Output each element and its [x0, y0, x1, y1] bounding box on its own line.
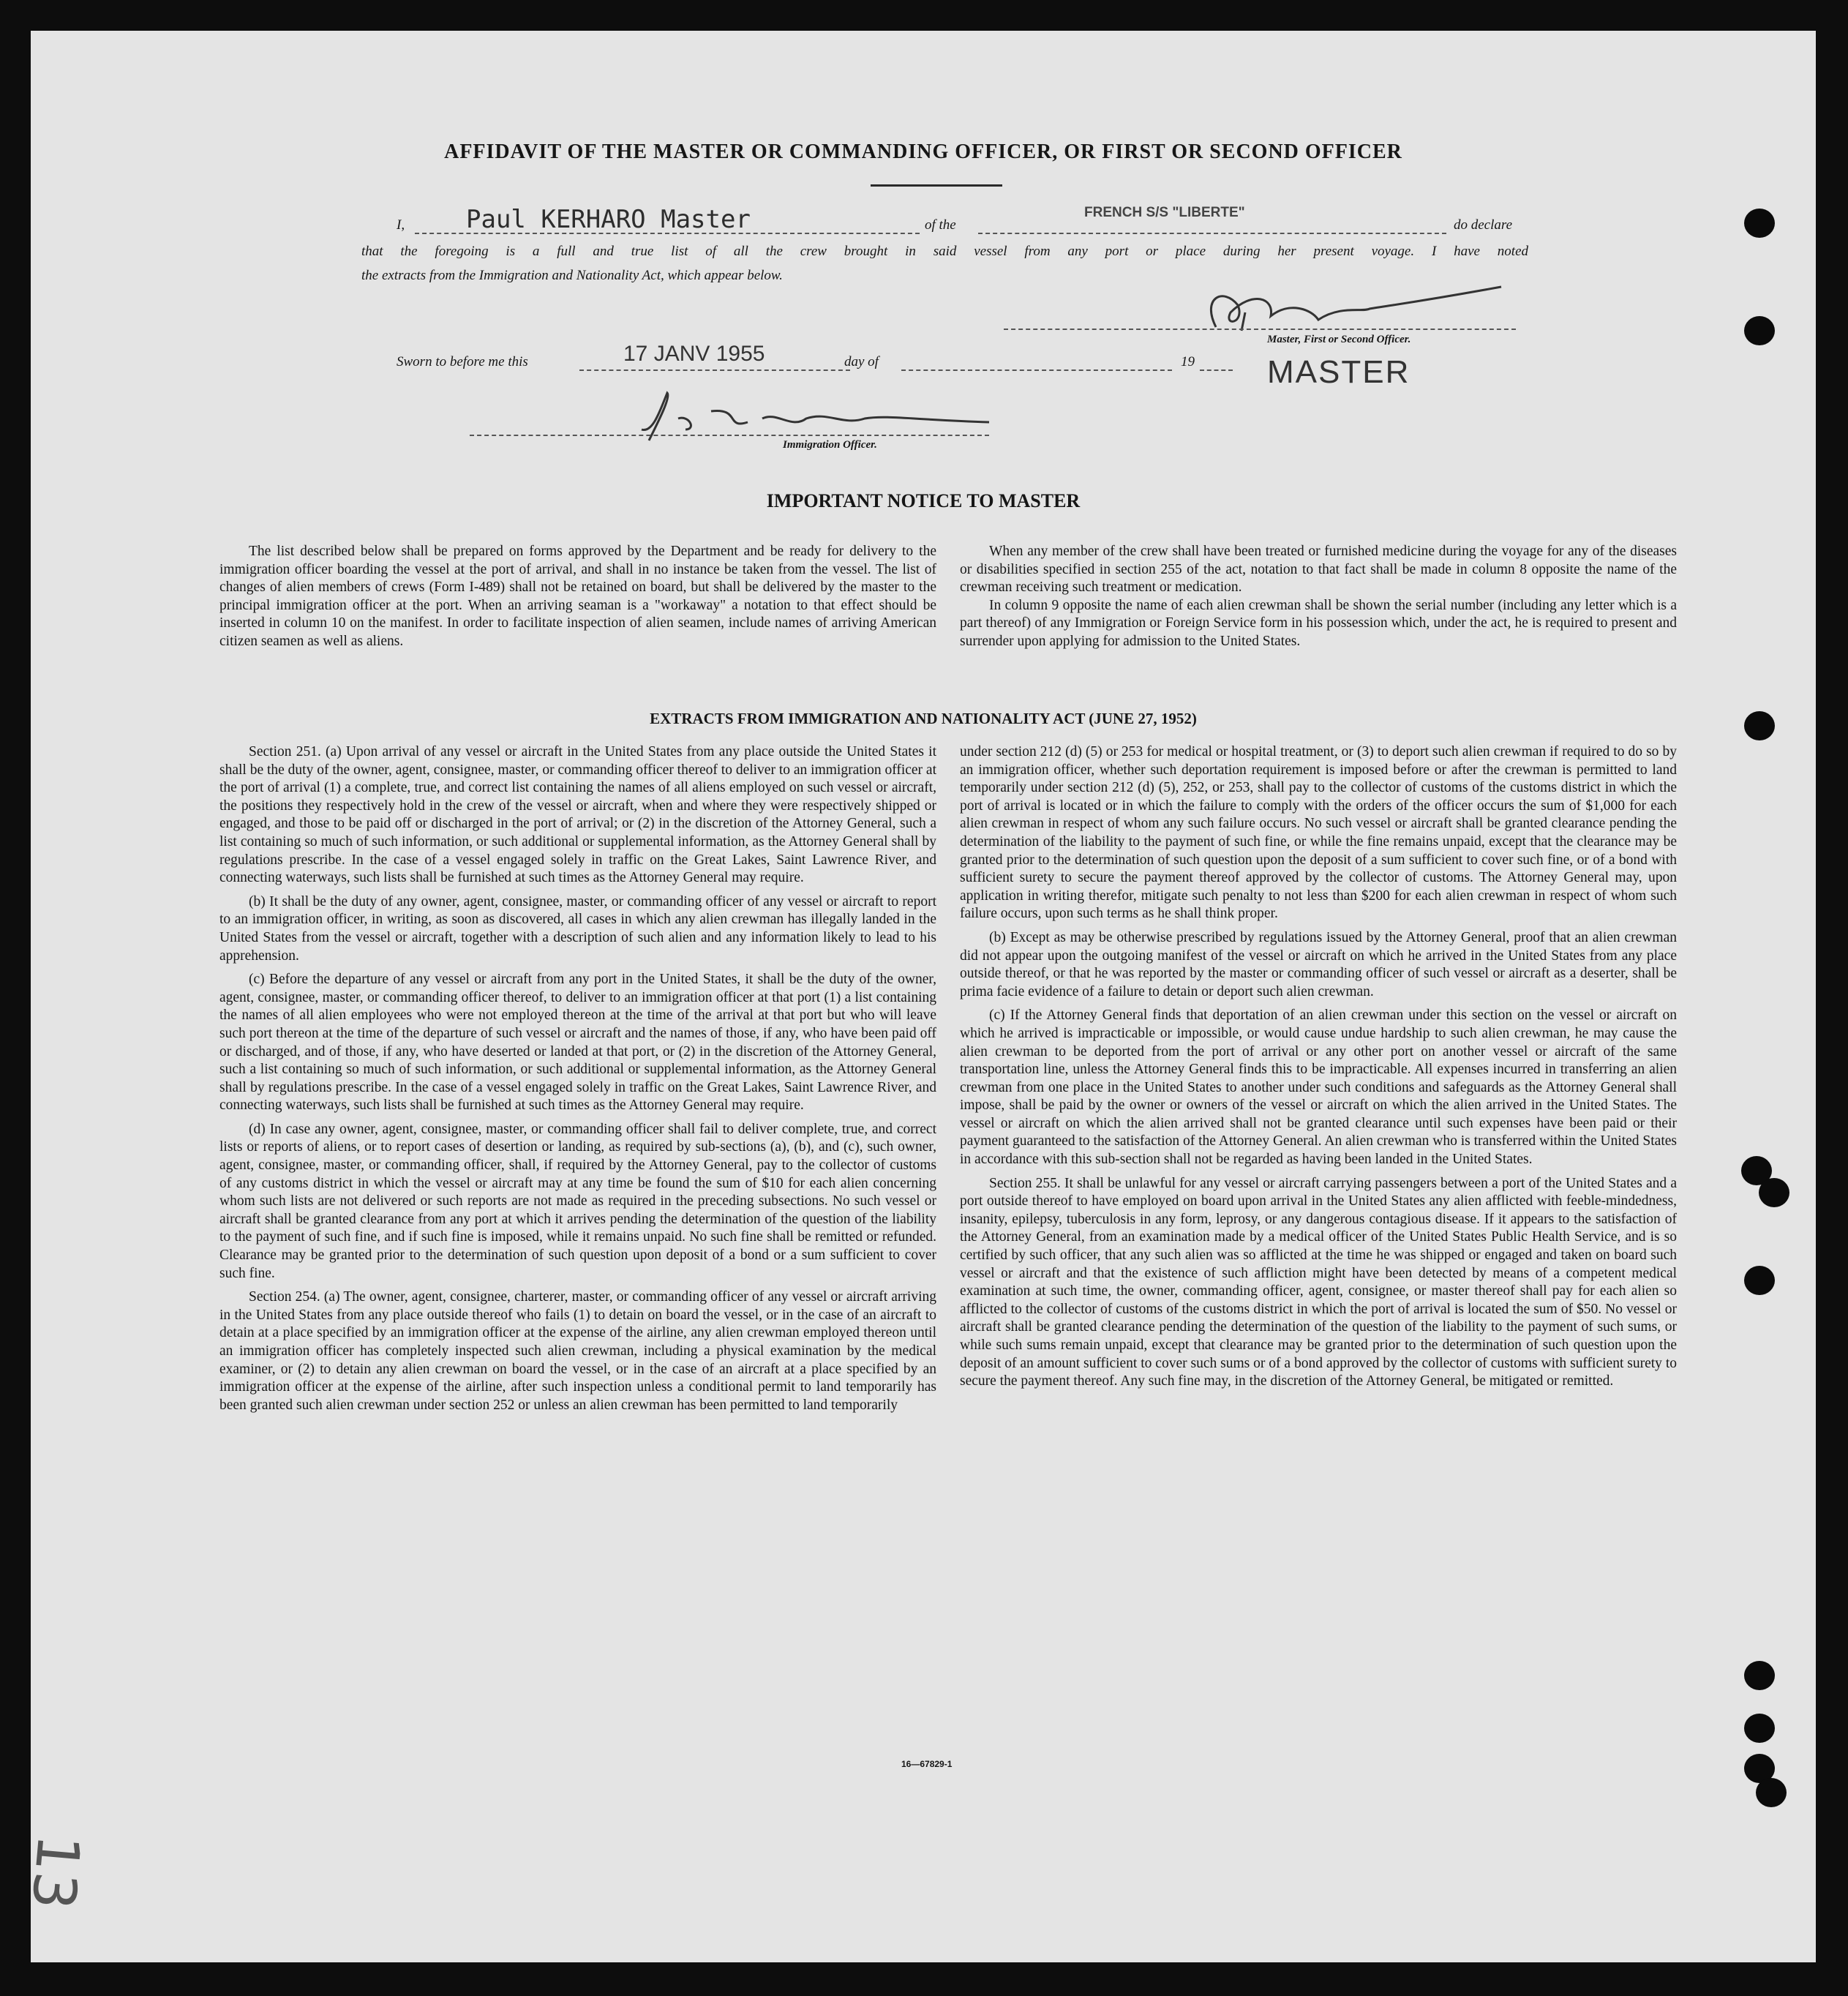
line1-prefix: I,	[397, 217, 405, 233]
document-page	[18, 31, 1816, 1962]
immigration-officer-caption: Immigration Officer.	[783, 439, 877, 451]
vessel-stamp: FRENCH S/S "LIBERTE"	[1084, 205, 1245, 220]
affidavit-title: AFFIDAVIT OF THE MASTER OR COMMANDING OFFICER, OR FIRST OR SECOND OFFICER	[444, 140, 1402, 163]
signature-line	[1004, 329, 1516, 330]
punch-hole	[1759, 1178, 1789, 1207]
notice-left-column	[219, 543, 936, 651]
of-the-label: of the	[925, 217, 956, 233]
sworn-date-stamp: 17 JANV 1955	[623, 342, 765, 366]
notice-left-paragraph: The list described below shall be prepared on forms approved by the Department and be ready for delivery to the immigration officer boarding the vessel at the port of arrival, and shall in no instance be taken from the vessel. The list of changes of alien members of crews (Form I-489) shall not be retained on board, but shall be delivered by the master to the principal immigration officer at the port. When an arriving seaman is a "workaway" a notation to that effect should be inserted in column 10 on the manifest. In order to facilitate inspection of alien seamen, include names of arriving American citizen seamen as well as aliens.	[219, 544, 936, 649]
master-stamp: MASTER	[1267, 354, 1411, 390]
section-254-b: (b) Except as may be otherwise prescribed by regulations issued by the Attorney General, proof that an alien crewman did not appear upon the outgoing manifest of the vessel or aircraft on which he arrived in the United States from any place outside thereof, or that he was reported by the master or commanding officer of such vessel or aircraft as a deserter, shall be prima facie evidence of a failure to detain or deport such alien crewman.	[960, 929, 1677, 999]
sworn-prefix: Sworn to before me this	[397, 354, 528, 369]
section-251-c: (c) Before the departure of any vessel or aircraft from any port in the United States, it shall be the duty of the owner, agent, consignee, master, or commanding officer thereof, to deliver to an immigration officer at that port (1) a list containing the names of all alien employees who were not employed thereon at the time of the arrival at that port but who will leave such port thereon at the time of the departure of such vessel or aircraft and the names of those, if any, who have been paid off or discharged, and of those, if any, who have deserted or landed at that port, or (2) in the discretion of the Attorney General, such a list containing so much of such information, or such additional or supplemental information, as the Attorney General shall by regulations prescribe. In the case of a vessel engaged solely in traffic on the Great Lakes, Saint Lawrence River, and connecting waterways, such lists shall be furnished at such times as the Attorney General may require.	[219, 972, 936, 1114]
extracts-left-column	[219, 743, 936, 1414]
punch-hole	[1744, 1661, 1775, 1690]
notice-title: IMPORTANT NOTICE TO MASTER	[766, 490, 1081, 511]
punch-hole	[1744, 209, 1775, 238]
section-251-b: (b) It shall be the duty of any owner, agent, consignee, master, or commanding officer of any vessel or aircraft to report to an immigration officer, in writing, as soon as discovered, all cases in which any alien crewman has illegally landed in the United States from the vessel or aircraft, together with a description of such alien and any information likely to lead to his apprehension.	[219, 893, 936, 964]
section-255: Section 255. It shall be unlawful for any vessel or aircraft carrying passengers between a port of the United States and a port outside thereof to have employed on board upon arrival in the United States any alien afflicted with feeble-mindedness, insanity, epilepsy, tuberculosis in any form, leprosy, or any dangerous contagious disease. If it appears to the satisfaction of the Attorney General, from an examination made by a medical officer of the United States Public Health Service, and is so certified by such officer, that any such alien was so afflicted at the time he was shipped or engaged and taken on board such vessel or aircraft and that the existence of such affliction might have been detected by means of a competent medical examination at such time, the owner, commanding officer, agent, consignee, or master thereof shall pay for each alien so afflicted to the collector of customs of the customs district in which the port of arrival is located the sum of $50. No vessel or aircraft shall be granted clearance pending the determination of the question of the liability to the payment of such sums, or while such sums remain unpaid, except that clearance may be granted prior to the determination of such question upon the deposit of an amount sufficient to cover such sums or of a bond approved by the collector of customs with sufficient surety to secure the payment thereof. Any such fine may, in the discretion of the Attorney General, be mitigated or remitted.	[960, 1175, 1677, 1389]
section-251-a: Section 251. (a) Upon arrival of any vessel or aircraft in the United States from any place outside the United States it shall be the duty of the owner, agent, consignee, master, or commanding officer thereof to deliver to an immigration officer at the port of arrival (1) a complete, true, and correct list containing the names of all aliens employed on such vessel or aircraft, the positions they respectively hold in the crew of the vessel or aircraft, when and where they were respectively shipped or engaged, and those to be paid off or discharged in the port of arrival; or (2) in the discretion of the Attorney General, such a list containing so much of such information, or such additional or supplemental information, as the Attorney General shall by regulations prescribe. In the case of a vessel engaged solely in traffic on the Great Lakes, Saint Lawrence River, and connecting waterways, such lists shall be furnished at such times as the Attorney General may require.	[219, 744, 936, 886]
extracts-title: EXTRACTS FROM IMMIGRATION AND NATIONALITY ACT (JUNE 27, 1952)	[650, 710, 1197, 727]
punch-hole	[1744, 711, 1775, 740]
notice-right-column	[960, 543, 1677, 651]
section-254-a: Section 254. (a) The owner, agent, consignee, charterer, master, or commanding officer of any vessel or aircraft arriving in the United States from any place outside thereof who fails (1) to detain on board the vessel, or in the case of an aircraft to detain at a place specified by an immigration officer at the expense of the airline, any alien crewman employed thereon until an immigration officer has completely inspected such alien crewman, including a physical examination by the medical examiner, or (2) to detain any alien crewman on board the vessel, or in the case of an aircraft at a place specified by an immigration officer at the expense of the airline, after such inspection unless a conditional permit to land temporarily has been granted such alien crewman under section 252 or unless an alien crewman has been permitted to land temporarily	[219, 1289, 936, 1413]
notice-right-paragraph: When any member of the crew shall have been treated or furnished medicine during the voyage for any of the diseases or disabilities specified in section 255 of the act, notation to that fact shall be made in column 8 opposite the name of the crewman receiving such treatment or medication.	[960, 544, 1677, 596]
declaration-line-3: the extracts from the Immigration and Nationality Act, which appear below.	[361, 268, 783, 283]
month-blank	[901, 369, 1172, 371]
section-254-a-continued: under section 212 (d) (5) or 253 for medical or hospital treatment, or (3) to deport such alien crewman if required to do so by an immigration officer, whether such deportation requirement is imposed before or after the crewman is permitted to land temporarily under section 212 (d) (5), 252, or 253, shall pay to the collector of customs of the customs district in which the port of arrival is located or in which the failure to comply with the orders of the officer occurs the sum of $1,000 for each alien crewman in respect of whom any such failure occurs. No such vessel or aircraft shall be granted clearance pending the determination of the liability to the payment of such fine, or while the fine remains unpaid, except that the clearance may be granted prior to the determination of such question upon the deposit of a sum sufficient to cover such fine, or of a bond with sufficient surety to secure the payment thereof approved by the collector of customs. The Attorney General may, upon application in writing therefor, mitigate such penalty to not less than $200 for each alien crewman in respect of whom such failure occurs, upon such terms as he shall think proper.	[960, 744, 1677, 922]
master-signature	[1172, 283, 1552, 342]
notice-right-paragraph: In column 9 opposite the name of each alien crewman shall be shown the serial number (including any letter which is a part thereof) of any Immigration or Foreign Service form in his possession which, under the act, he is required to present and surrender upon applying for admission to the United States.	[960, 597, 1677, 649]
extracts-right-column	[960, 743, 1677, 1391]
year-blank	[1200, 369, 1233, 371]
section-254-c: (c) If the Attorney General finds that deportation of an alien crewman under this section on the vessel or aircraft on which he arrived is impracticable or impossible, or would cause undue hardship to such alien crewman, he may cause the alien crewman to be deported from the port of arrival or any other port on another vessel or aircraft of the same transportation line, unless the Attorney General finds this to be impracticable. All expenses incurred in transferring an alien crewman from one place in the United States to another under such conditions and safeguards as the Attorney General shall impose, shall be paid by the owner or owners of the vessel or aircraft on which the alien arrived in the United States. The vessel or aircraft on which the alien arrived shall not be granted clearance until such expenses have been paid or their payment guaranteed to the satisfaction of the Attorney General. An alien crewman who is transferred within the United States in accordance with this sub-section shall not be regarded as having been landed in the United States.	[960, 1008, 1677, 1168]
declaration-line-2: that the foregoing is a full and true list of all the crew brought in said vessel from any port or place during her present voyage. I have noted	[361, 244, 1528, 259]
form-code: 16—67829-1	[901, 1759, 953, 1769]
punch-hole	[1744, 316, 1775, 345]
punch-hole	[1756, 1778, 1787, 1807]
signature-caption: Master, First or Second Officer.	[1267, 334, 1411, 345]
punch-hole	[1744, 1714, 1775, 1743]
title-divider	[871, 184, 1002, 187]
immigration-officer-line	[470, 435, 989, 436]
section-251-d: (d) In case any owner, agent, consignee, master, or commanding officer shall fail to deliver complete, true, and correct lists or reports of aliens, or to report cases of desertion or landing, as required by sub-sections (a), (b), and (c), such owner, agent, consignee, master, or commanding officer, shall, if required by the Attorney General, pay to the collector of customs of any customs district in which the vessel or aircraft may at any time be found the sum of $10 for each alien concerning whom such lists are not delivered or such reports are not made as required in the preceding subsections. No such vessel or aircraft shall be granted clearance from any port at which it arrives pending the determination of the question of the liability to the payment of such fine, and if such fine is imposed, while it remains unpaid. No such fine shall be remitted or refunded. Clearance may be granted prior to the determination of such question upon deposit of a bond or a sum sufficient to cover such fine.	[219, 1121, 936, 1281]
sworn-date-blank	[579, 369, 850, 371]
punch-hole	[1744, 1266, 1775, 1295]
vessel-blank	[978, 233, 1446, 234]
do-declare-label: do declare	[1454, 217, 1513, 233]
year-prefix: 19	[1181, 354, 1195, 369]
day-of-label: day of	[844, 354, 879, 369]
master-name-handwritten: Paul KERHARO Master	[466, 205, 751, 234]
margin-handwriting: 13	[18, 1831, 93, 1913]
